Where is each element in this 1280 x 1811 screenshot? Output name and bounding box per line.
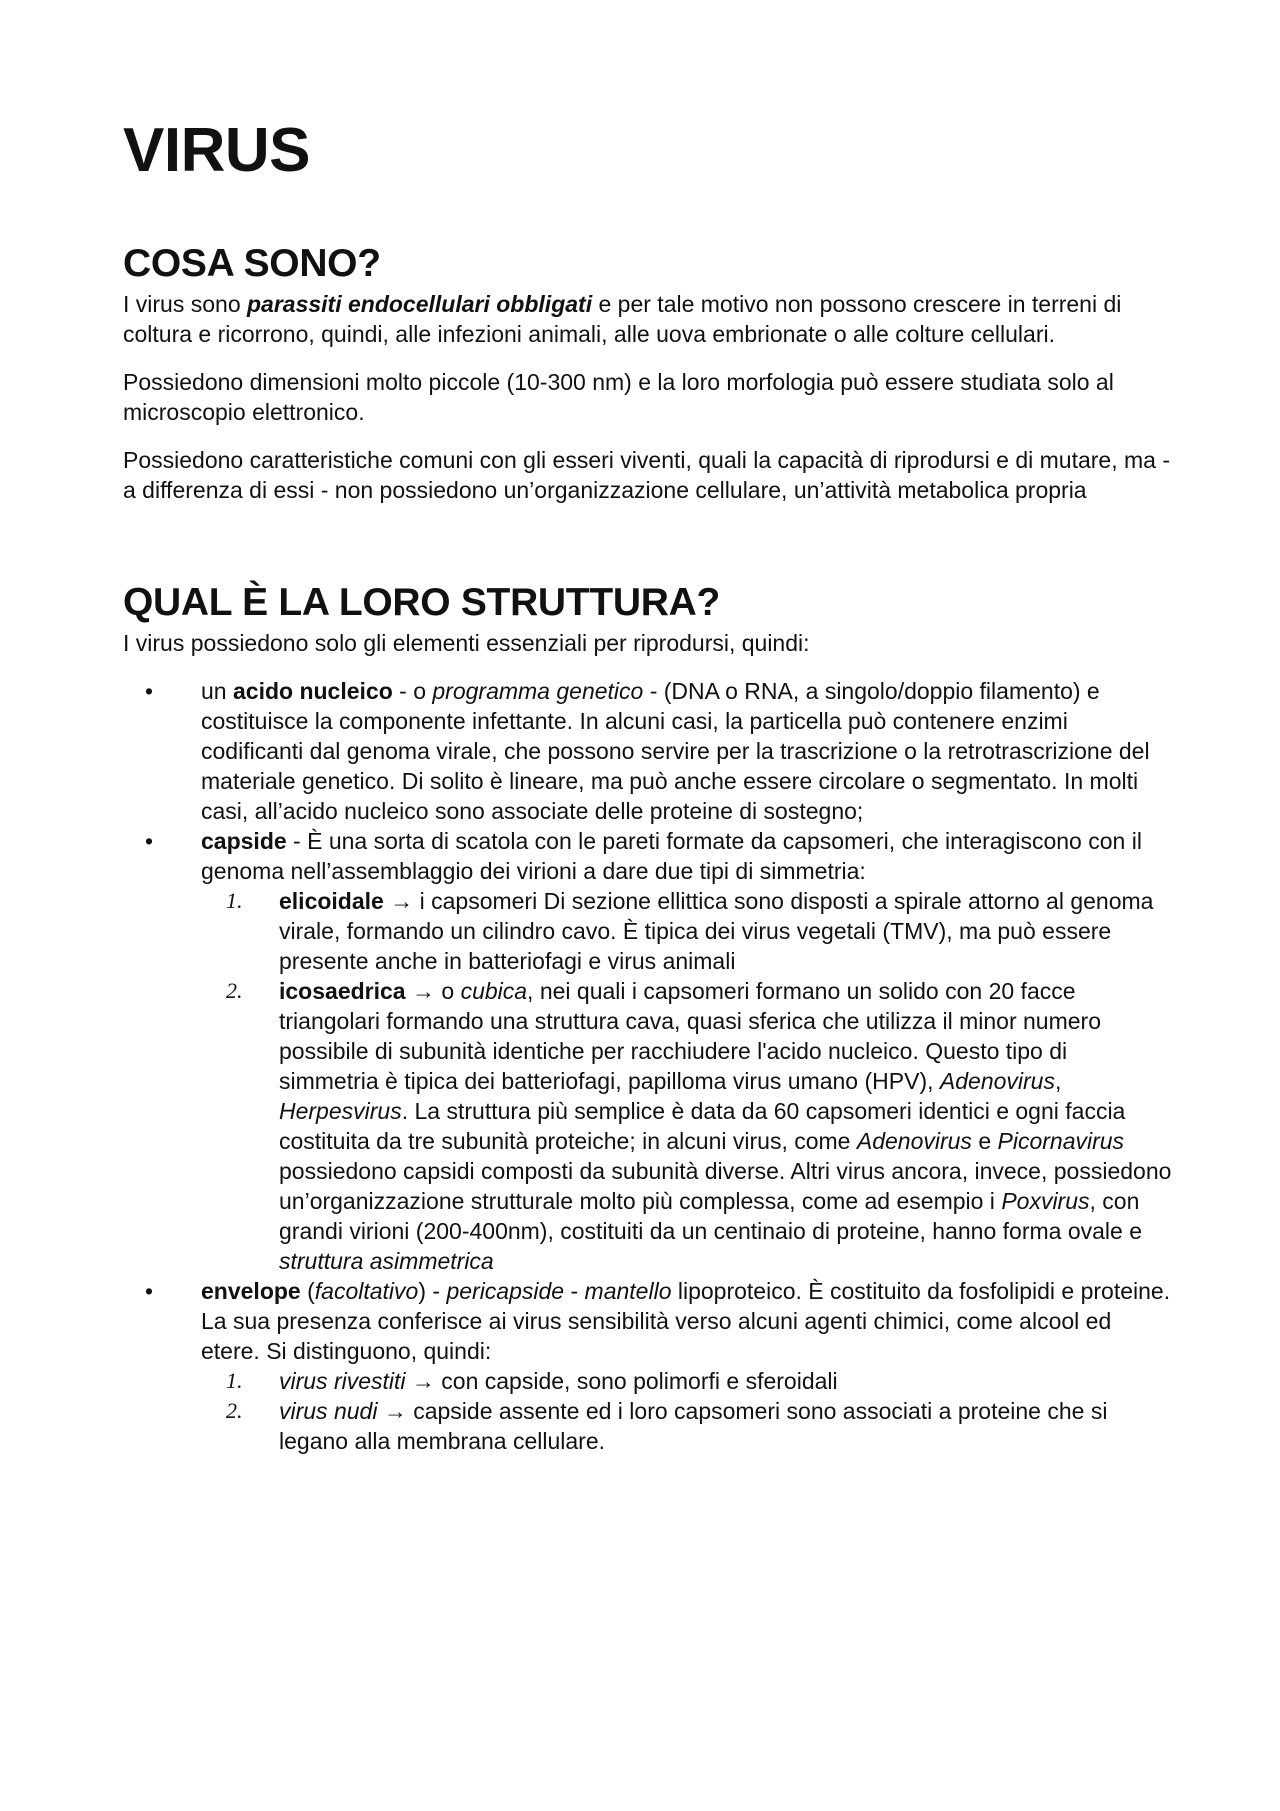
list-number: 1. — [226, 887, 243, 913]
simmetria-list — [201, 886, 1173, 1276]
list-item-icosaedrica: 2. icosaedrica → o cubica, nei quali i capsomeri formano un solido con 20 facce triangolari formando una struttura cava, quasi sferica che utilizza il minor numero possibile di subunità identiche per racchiudere l'acido nucleico. Questo tipo di simmetria è tipica dei batteriofagi, papilloma virus umano (HPV), Adenovirus, Herpesvirus. La struttura più semplice è data da 60 capsomeri identici e ogni faccia costituita da tre subunità proteiche; in alcuni virus, come Adenovirus e Picornavirus possiedono capsidi composti da subunità diverse. Altri virus ancora, invece, possiedono un’organizzazione strutturale molto più complessa, come ad esempio i Poxvirus, con grandi virioni (200-400nm), costituiti da un centinaio di proteine, hanno forma ovale e struttura asimmetrica — [226, 977, 1172, 1274]
bullet-icon: • — [145, 1277, 154, 1304]
list-item-virus-rivestiti: 1. virus rivestiti → con capside, sono polimorfi e sferoidali — [226, 1367, 838, 1394]
list-number: 2. — [226, 1397, 243, 1423]
bullet-icon: • — [145, 827, 154, 854]
structure-list — [123, 676, 1173, 1456]
document-page — [123, 116, 1173, 1456]
paragraph-intro-struttura: I virus possiedono solo gli elementi essenziali per riprodursi, quindi: — [123, 629, 810, 656]
list-item-virus-nudi: 2. virus nudi → capside assente ed i loro capsomeri sono associati a proteine che si legano alla membrana cellulare. — [226, 1397, 1108, 1454]
paragraph-parassiti: I virus sono parassiti endocellulari obbligati e per tale motivo non possono crescere in terreni di coltura e ricorrono, quindi, alle infezioni animali, alle uova embrionate o alle colture cellulari. — [123, 290, 1122, 347]
list-item-acido-nucleico: • un acido nucleico - o programma genetico - (DNA o RNA, a singolo/doppio filamento) e costituisce la componente infettante. In alcuni casi, la particella può contenere enzimi codificanti dal genoma virale, che possono servire per la trascrizione o la retrotrascrizione del materiale genetico. Di solito è lineare, ma può anche essere circolare o segmentato. In molti casi, all’acido nucleico sono associate delle proteine di sostegno; — [145, 677, 1150, 824]
list-item-capside: • capside - È una sorta di scatola con le pareti formate da capsomeri, che interagiscono con il genoma nell’assemblaggio dei virioni a dare due tipi di simmetria: 1. elicoidale → i capsomeri Di sezione ellittica sono disposti a spirale attorno al genoma virale, formando un cilindro cavo. È tipica dei virus vegetali (TMV), ma può essere presente anche in batteriofagi e virus animali 2. icosaedrica → o cubica, nei quali i capsomeri formano un solido con 20 facce triangolari formando una struttura cava, quasi sferica che utilizza il minor numero possibile di subunità identiche per racchiudere l'acido nucleico. Questo tipo di simmetria è tipica dei batteriofagi, papilloma virus umano (HPV), Adenovirus, Herpesvirus. La struttura più semplice è data da 60 capsomeri identici e ogni faccia costituita da tre subunità proteiche; in alcuni virus, come Adenovirus e Picornavirus possiedono capsidi composti da subunità diverse. Altri virus ancora, invece, possiedono un’organizzazione strutturale molto più complessa, come ad esempio i Poxvirus, con grandi virioni (200-400nm), costituiti da un centinaio di proteine, hanno forma ovale e struttura asimmetrica — [145, 827, 1172, 1274]
list-number: 2. — [226, 977, 243, 1003]
virus-types-list — [201, 1366, 1173, 1456]
section-heading-struttura: QUAL È LA LORO STRUTTURA? — [123, 580, 720, 624]
section-heading-cosa-sono: COSA SONO? — [123, 242, 381, 285]
list-item-elicoidale: 1. elicoidale → i capsomeri Di sezione ellittica sono disposti a spirale attorno al genoma virale, formando un cilindro cavo. È tipica dei virus vegetali (TMV), ma può essere presente anche in batteriofagi e virus animali — [226, 887, 1154, 974]
paragraph-dimensioni: Possiedono dimensioni molto piccole (10-300 nm) e la loro morfologia può essere studiata solo al microscopio elettronico. — [123, 368, 1114, 425]
list-item-envelope: • envelope (facoltativo) - pericapside - mantello lipoproteico. È costituito da fosfolipidi e proteine. La sua presenza conferisce ai virus sensibilità verso alcuni agenti chimici, come alcool ed etere. Si distinguono, quindi: 1. virus rivestiti → con capside, sono polimorfi e sferoidali 2. virus nudi → capside assente ed i loro capsomeri sono associati a proteine che si legano alla membrana cellulare. — [123, 1276, 1173, 1456]
list-number: 1. — [226, 1367, 243, 1393]
paragraph-caratteristiche: Possiedono caratteristiche comuni con gli esseri viventi, quali la capacità di riprodursi e di mutare, ma - a differenza di essi - non possiedono un’organizzazione cellulare, un’attività metabolica propria — [123, 446, 1170, 503]
page-title: VIRUS — [123, 116, 310, 185]
bullet-icon: • — [145, 677, 154, 704]
